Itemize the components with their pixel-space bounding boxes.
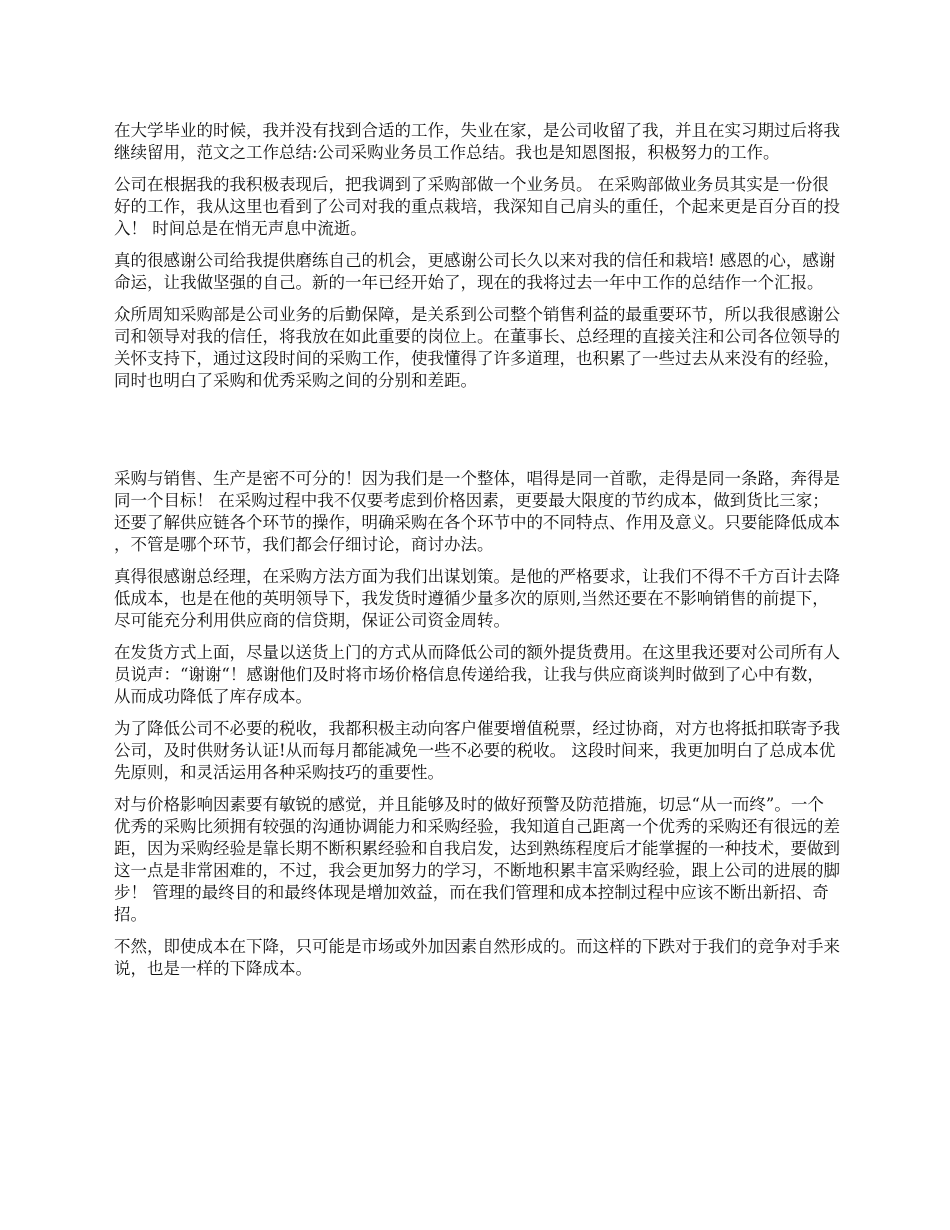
section-spacer — [114, 402, 840, 468]
paragraph: 真的很感谢公司给我提供磨练自己的机会，更感谢公司长久以来对我的信任和栽培! 感恩的心，感谢命运，让我做坚强的自己。新的一年已经开始了，现在的我将过去一年中工作的总结作一个汇报。 — [114, 251, 836, 292]
paragraph: 在发货方式上面，尽量以送货上门的方式从而降低公司的额外提货费用。在这里我还要对公司所有人员说声：“谢谢“！感谢他们及时将市场价格信息传递给我，让我与供应商谈判时做到了心中有数，从而成功降低了库存成本。 — [114, 643, 840, 706]
paragraph: 公司在根据我的我积极表现后，把我调到了采购部做一个业务员。 在采购部做业务员其实是一份很好的工作，我从这里也看到了公司对我的重点栽培，我深知自己肩头的重任，个起来更是百分百的投入！ 时间总是在悄无声息中流逝。 — [114, 175, 840, 238]
document-body — [114, 120, 840, 990]
paragraph: 采购与销售、生产是密不可分的！因为我们是一个整体，唱得是同一首歌，走得是同一条路，奔得是同一个目标！ 在采购过程中我不仅要考虑到价格因素，更要最大限度的节约成本，做到货比三家；还要了解供应链各个环节的操作，明确采购在各个环节中的不同特点、作用及意义。只要能降低成本，不管是哪个环节，我们都会仔细讨论，商讨办法。 — [114, 469, 840, 554]
paragraph: 众所周知采购部是公司业务的后勤保障，是关系到公司整个销售利益的最重要环节，所以我很感谢公司和领导对我的信任，将我放在如此重要的岗位上。在董事长、总经理的直接关注和公司各位领导的关怀支持下，通过这段时间的采购工作，使我懂得了许多道理，也积累了一些过去从来没有的经验，同时也明白了采购和优秀采购之间的分别和差距。 — [114, 305, 840, 390]
paragraph: 对与价格影响因素要有敏锐的感觉，并且能够及时的做好预警及防范措施，切忌“从一而终”。一个优秀的采购比须拥有较强的沟通协调能力和采购经验，我知道自己距离一个优秀的采购还有很远的差距，因为采购经验是靠长期不断积累经验和自我启发，达到熟练程度后才能掌握的一种技术，要做到这一点是非常困难的，不过，我会更加努力的学习，不断地积累丰富采购经验，跟上公司的进展的脚步！ 管理的最终目的和最终体现是增加效益，而在我们管理和成本控制过程中应该不断出新招、奇招。 — [114, 795, 840, 924]
paragraph: 为了降低公司不必要的税收，我都积极主动向客户催要增值税票，经过协商，对方也将抵扣联寄予我公司，及时供财务认证!从而每月都能减免一些不必要的税收。 这段时间来，我更加明白了总成本优先原则，和灵活运用各种采购技巧的重要性。 — [114, 719, 840, 782]
paragraph: 不然，即使成本在下降，只可能是市场或外加因素自然形成的。而这样的下跌对于我们的竞争对手来说，也是一样的下降成本。 — [114, 937, 840, 978]
paragraph: 真得很感谢总经理，在采购方法方面为我们出谋划策。是他的严格要求，让我们不得不千方百计去降低成本，也是在他的英明领导下，我发货时遵循少量多次的原则,当然还要在不影响销售的前提下，尽可能充分利用供应商的信贷期，保证公司资金周转。 — [114, 567, 840, 630]
paragraph: 在大学毕业的时候，我并没有找到合适的工作，失业在家，是公司收留了我，并且在实习期过后将我继续留用，范文之工作总结:公司采购业务员工作总结。我也是知恩图报，积极努力的工作。 — [114, 121, 840, 162]
